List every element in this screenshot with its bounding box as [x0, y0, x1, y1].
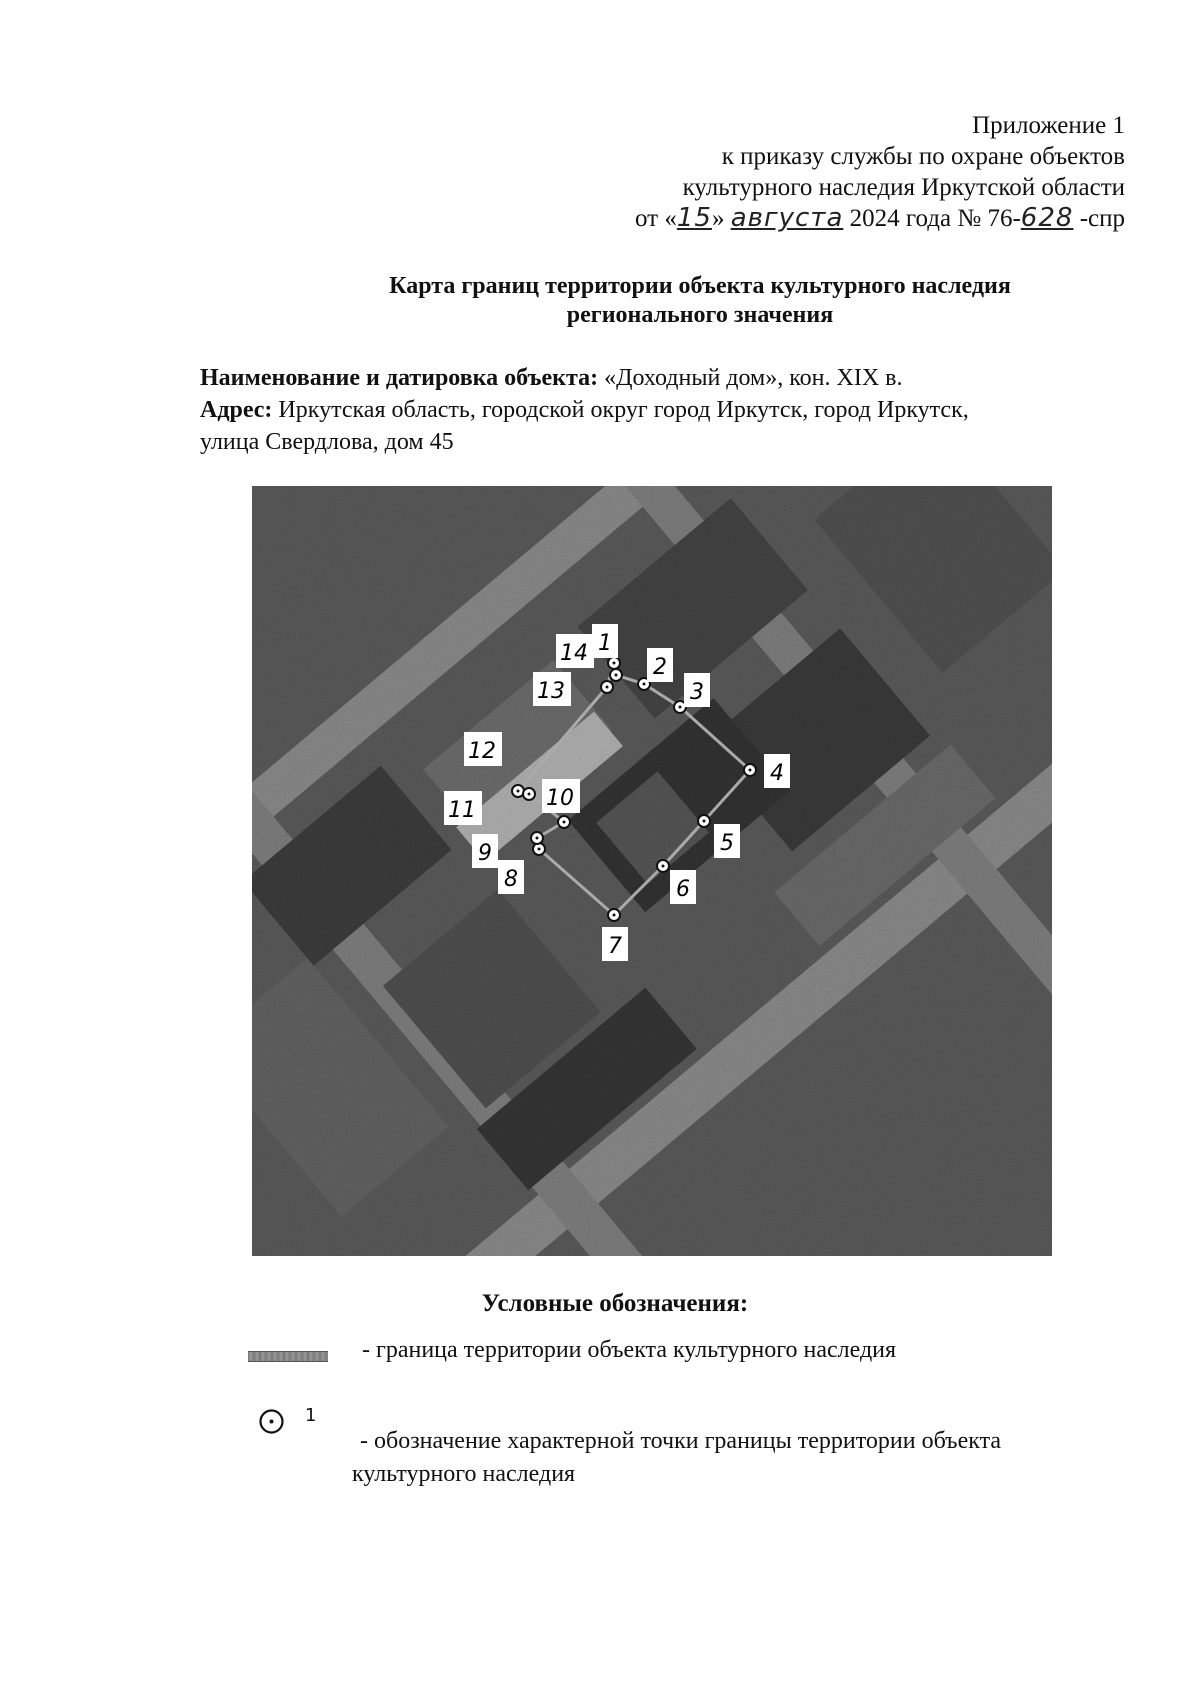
point-label-4: 4	[770, 761, 784, 786]
point-label-box-1	[592, 624, 618, 658]
date-year: 2024 года № 76-	[849, 205, 1021, 232]
point-label-box-11	[444, 791, 482, 825]
boundary-point-6	[657, 860, 669, 872]
object-address-cont: улица Свердлова, дом 45	[200, 429, 454, 455]
object-name-value: «Доходный дом», кон. XIX в.	[604, 365, 903, 391]
point-label-11: 11	[448, 798, 476, 823]
boundary-point-14	[608, 657, 620, 669]
aerial-map-svg	[252, 486, 1052, 1256]
boundary-point-12	[523, 788, 535, 800]
appendix-date-line	[635, 203, 1125, 234]
boundary-point-13	[601, 681, 613, 693]
object-name-label: Наименование и датировка объекта:	[200, 365, 599, 391]
order-suffix: -спр	[1079, 205, 1125, 232]
boundary-point-10	[558, 816, 570, 828]
legend-boundary-text: - граница территории объекта культурного наследия	[362, 1337, 897, 1363]
date-month-handwritten: августа	[730, 203, 844, 233]
point-label-box-10	[542, 779, 580, 813]
point-label-7: 7	[608, 934, 622, 959]
point-label-13: 13	[537, 679, 565, 704]
point-label-5: 5	[720, 831, 734, 856]
point-label-box-9	[472, 834, 498, 868]
boundary-point-8	[533, 843, 545, 855]
point-label-box-8	[498, 860, 524, 894]
point-label-box-5	[714, 824, 740, 858]
point-label-box-13	[533, 672, 571, 706]
date-mid: »	[711, 205, 725, 232]
legend-boundary-swatch	[248, 1351, 328, 1362]
point-label-1: 1	[598, 631, 612, 656]
point-label-box-12	[464, 732, 502, 766]
legend-point-text	[352, 1425, 1112, 1491]
point-label-box-14	[556, 634, 594, 668]
appendix-authority: культурного наследия Иркутской области	[682, 174, 1125, 201]
boundary-point-5	[698, 815, 710, 827]
date-day-handwritten: 15	[676, 203, 712, 233]
aerial-map	[252, 486, 1052, 1256]
legend-title: Условные обозначения:	[481, 1290, 749, 1317]
title-line-1: Карта границ территории объекта культурного наследия	[389, 273, 1011, 299]
appendix-order-ref: к приказу службы по охране объектов	[721, 143, 1125, 170]
title-line-2: регионального значения	[566, 302, 834, 328]
point-label-10: 10	[546, 786, 574, 811]
appendix-number: Приложение 1	[972, 112, 1125, 139]
point-label-3: 3	[690, 680, 704, 705]
point-label-box-7	[602, 927, 628, 961]
boundary-point-4	[744, 764, 756, 776]
boundary-point-7	[608, 909, 620, 921]
object-address-row	[200, 394, 1125, 426]
point-label-9: 9	[478, 841, 492, 866]
legend-point-text-line-2: культурного наследия	[352, 1461, 576, 1487]
point-label-box-2	[647, 648, 673, 682]
document-title	[200, 272, 1200, 330]
point-label-12: 12	[468, 739, 496, 764]
point-label-6: 6	[676, 877, 690, 902]
date-prefix: от «	[635, 205, 677, 232]
point-label-8: 8	[504, 867, 518, 892]
point-label-2: 2	[653, 655, 667, 680]
boundary-point-9	[531, 832, 543, 844]
object-address-value: Иркутская область, городской округ город Иркутск, город Иркутск,	[278, 397, 969, 423]
legend-point-sample-label: 1	[305, 1405, 317, 1426]
point-label-box-3	[684, 673, 710, 707]
point-label-box-6	[670, 870, 696, 904]
object-address-label: Адрес:	[200, 397, 273, 423]
point-label-box-4	[764, 754, 790, 788]
boundary-point-1	[610, 669, 622, 681]
appendix-header	[635, 110, 1125, 234]
order-number-handwritten: 628	[1020, 203, 1074, 233]
object-info	[200, 362, 1125, 458]
object-name-row	[200, 362, 1125, 394]
legend-point-text-line-1: - обозначение характерной точки границы территории объекта	[360, 1428, 1002, 1454]
point-label-14: 14	[560, 641, 588, 666]
legend-point-icon	[258, 1408, 285, 1435]
